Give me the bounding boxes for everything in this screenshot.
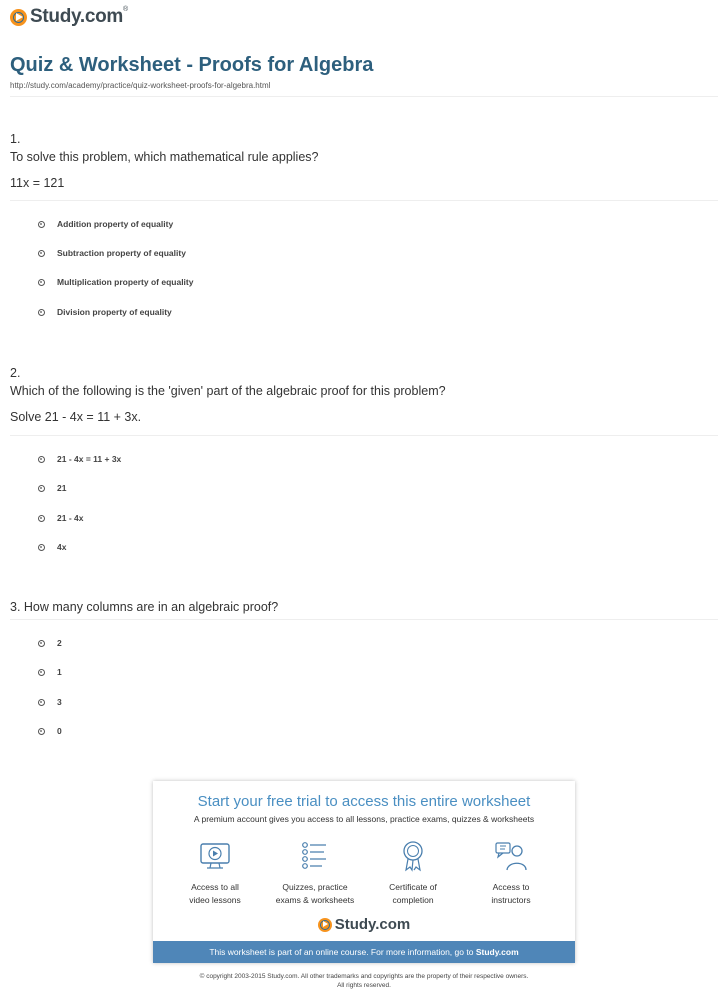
question-2-number: 2. xyxy=(10,366,21,380)
q2-option[interactable] xyxy=(38,482,66,494)
q2-option[interactable] xyxy=(38,541,66,553)
q2-option[interactable] xyxy=(38,453,121,465)
feature-label-2: exams & worksheets xyxy=(275,895,355,905)
radio-button[interactable] xyxy=(38,309,45,316)
quiz-list-icon xyxy=(298,839,332,873)
copyright-line-1: © copyright 2003-2015 Study.com. All other trademarks and copyrights are the property of their respective owners. xyxy=(199,973,529,980)
feature-label-2: video lessons xyxy=(189,895,241,905)
option-label: Division property of equality xyxy=(57,307,172,317)
promo-info-bar xyxy=(153,941,575,963)
promo-study-logo[interactable] xyxy=(153,916,575,933)
divider xyxy=(10,435,718,436)
radio-button[interactable] xyxy=(38,485,45,492)
feature-quizzes xyxy=(265,839,365,907)
radio-button[interactable] xyxy=(38,728,45,735)
radio-button[interactable] xyxy=(38,669,45,676)
radio-button[interactable] xyxy=(38,250,45,257)
promo-subtitle: A premium account gives you access to all lessons, practice exams, quizzes & worksheets xyxy=(193,814,535,824)
radio-button[interactable] xyxy=(38,640,45,647)
radio-button[interactable] xyxy=(38,515,45,522)
feature-instructors xyxy=(461,839,561,907)
option-label: 2 xyxy=(57,638,62,648)
feature-label-1: Certificate of xyxy=(389,882,437,892)
feature-certificate xyxy=(363,839,463,907)
radio-button[interactable] xyxy=(38,544,45,551)
question-3-text: 3. How many columns are in an algebraic proof? xyxy=(10,600,279,614)
option-label: 21 - 4x = 11 + 3x xyxy=(57,454,122,464)
logo-trademark: ® xyxy=(123,6,128,13)
study-logo[interactable] xyxy=(10,6,128,28)
promo-bar-text: This worksheet is part of an online course. For more information, go to xyxy=(209,947,476,957)
radio-button[interactable] xyxy=(38,456,45,463)
radio-button[interactable] xyxy=(38,699,45,706)
video-lesson-icon xyxy=(198,839,232,873)
divider xyxy=(10,96,718,97)
q1-option[interactable] xyxy=(38,247,186,259)
q3-option[interactable] xyxy=(38,696,62,708)
option-label: 1 xyxy=(57,667,62,677)
divider xyxy=(10,200,718,201)
copyright xyxy=(0,972,728,990)
radio-button[interactable] xyxy=(38,279,45,286)
logo-text: Study.com xyxy=(30,6,124,27)
q3-option[interactable] xyxy=(38,666,62,678)
question-1-text: To solve this problem, which mathematical rule applies? xyxy=(10,150,319,164)
q1-option[interactable] xyxy=(38,218,173,230)
option-label: 3 xyxy=(57,697,62,707)
feature-label-1: Access to all xyxy=(191,882,239,892)
option-label: 21 - 4x xyxy=(57,513,84,523)
promo-bar-link[interactable]: Study.com xyxy=(475,947,519,957)
page-url[interactable]: http://study.com/academy/practice/quiz-worksheet-proofs-for-algebra.html xyxy=(10,81,271,90)
play-logo-icon xyxy=(318,918,332,932)
question-1-equation: 11x = 121 xyxy=(10,176,65,190)
divider xyxy=(10,619,718,620)
q3-option[interactable] xyxy=(38,637,62,649)
option-label: 21 xyxy=(57,483,67,493)
feature-label-2: instructors xyxy=(491,895,531,905)
promo-title[interactable]: Start your free trial to access this entire worksheet xyxy=(197,793,531,810)
question-1-number: 1. xyxy=(10,132,21,146)
feature-label-1: Quizzes, practice xyxy=(282,882,348,892)
page-title: Quiz & Worksheet - Proofs for Algebra xyxy=(10,54,374,76)
copyright-line-2: All rights reserved. xyxy=(337,982,391,989)
certificate-icon xyxy=(396,839,430,873)
feature-label-1: Access to xyxy=(492,882,530,892)
question-2-equation: Solve 21 - 4x = 11 + 3x. xyxy=(10,410,142,424)
feature-label-2: completion xyxy=(392,895,434,905)
q1-option[interactable] xyxy=(38,276,193,288)
q1-option[interactable] xyxy=(38,306,172,318)
q2-option[interactable] xyxy=(38,512,83,524)
promo-logo-text: Study.com xyxy=(334,916,411,933)
option-label: Addition property of equality xyxy=(57,219,174,229)
feature-video-lessons xyxy=(165,839,265,907)
option-label: 4x xyxy=(57,542,67,552)
play-logo-icon xyxy=(10,9,27,26)
instructor-icon xyxy=(494,839,528,873)
question-2-text: Which of the following is the 'given' part of the algebraic proof for this problem? xyxy=(10,384,446,398)
option-label: Subtraction property of equality xyxy=(57,248,186,258)
option-label: Multiplication property of equality xyxy=(57,277,194,287)
option-label: 0 xyxy=(57,726,62,736)
radio-button[interactable] xyxy=(38,221,45,228)
q3-option[interactable] xyxy=(38,725,62,737)
premium-promo-box xyxy=(153,781,575,963)
